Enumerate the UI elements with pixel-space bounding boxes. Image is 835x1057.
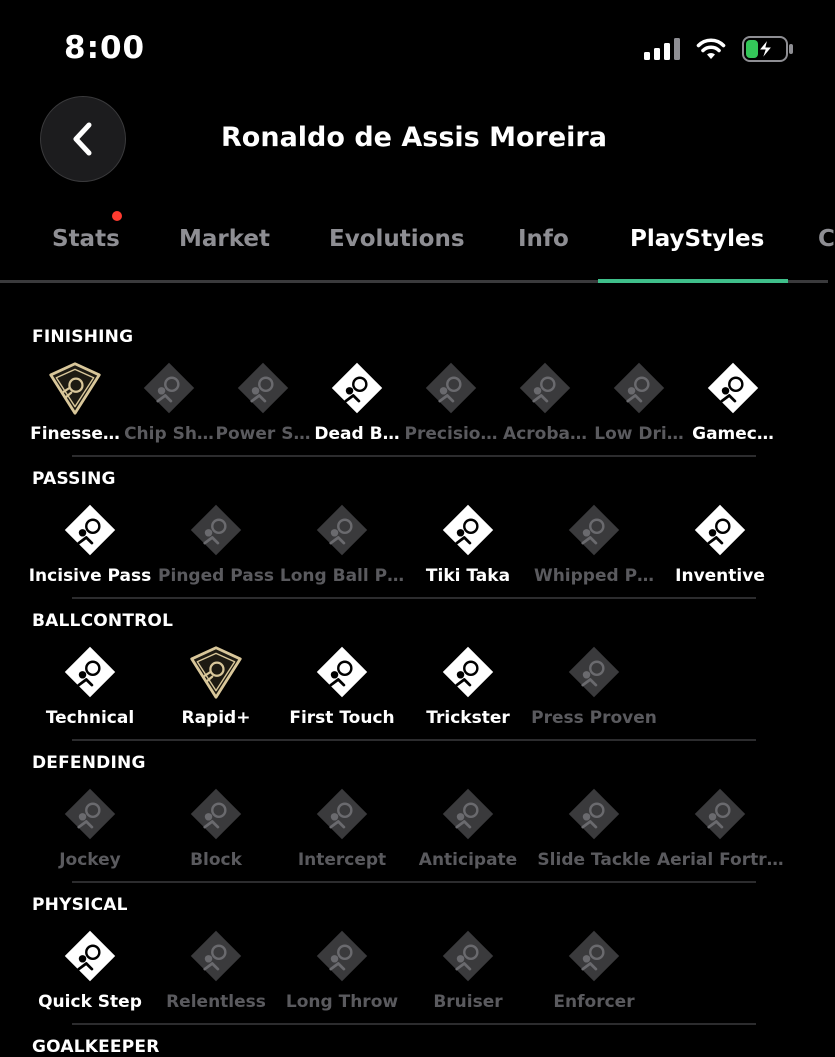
relentless-icon xyxy=(188,928,244,984)
playstyle-label: Precisio… xyxy=(404,424,498,444)
playstyle-label: Press Proven xyxy=(531,708,657,728)
playstyle-long-ball-pass[interactable] xyxy=(279,502,405,586)
playstyle-label: Rapid+ xyxy=(181,708,251,728)
trickster-icon xyxy=(440,644,496,700)
playstyle-label: Slide Tackle xyxy=(537,850,651,870)
power-shot-icon xyxy=(235,360,291,416)
jockey-icon xyxy=(62,786,118,842)
tab-partial[interactable]: C xyxy=(818,226,835,252)
incisive-pass-icon xyxy=(62,502,118,558)
playstyle-aerial-fortress[interactable] xyxy=(657,786,783,870)
playstyle-label: Gamec… xyxy=(692,424,774,444)
long-ball-pass-icon xyxy=(314,502,370,558)
signal-icon xyxy=(644,38,680,60)
playstyle-tiki-taka[interactable] xyxy=(405,502,531,586)
status-time: 8:00 xyxy=(64,30,146,66)
gamechanger-icon xyxy=(705,360,761,416)
section-title-physical: PHYSICAL xyxy=(32,895,128,915)
playstyle-first-touch[interactable] xyxy=(279,644,405,728)
bruiser-icon xyxy=(440,928,496,984)
section-title-ballcontrol: BALLCONTROL xyxy=(32,611,174,631)
status-icons xyxy=(644,36,794,62)
section-divider xyxy=(72,597,756,599)
playstyle-label: Dead B… xyxy=(314,424,400,444)
technical-icon xyxy=(62,644,118,700)
playstyle-label: Technical xyxy=(45,708,135,728)
playstyle-enforcer[interactable] xyxy=(531,928,657,1012)
playstyle-block[interactable] xyxy=(153,786,279,870)
press-proven-icon xyxy=(566,644,622,700)
playstyle-pinged-pass[interactable] xyxy=(153,502,279,586)
intercept-icon xyxy=(314,786,370,842)
playstyle-long-throw[interactable] xyxy=(279,928,405,1012)
acrobatic-icon xyxy=(517,360,573,416)
playstyle-jockey[interactable] xyxy=(27,786,153,870)
playstyle-technical[interactable] xyxy=(27,644,153,728)
playstyle-intercept[interactable] xyxy=(279,786,405,870)
notification-dot xyxy=(112,211,122,221)
section-divider xyxy=(72,739,756,741)
playstyle-label: Finesse… xyxy=(30,424,120,444)
playstyle-label: Acroba… xyxy=(503,424,587,444)
playstyle-label: Enforcer xyxy=(553,992,635,1012)
playstyle-relentless[interactable] xyxy=(153,928,279,1012)
section-divider xyxy=(72,881,756,883)
long-throw-icon xyxy=(314,928,370,984)
rapid-icon xyxy=(188,644,244,700)
playstyle-label: Long Throw xyxy=(285,992,399,1012)
playstyle-label: Bruiser xyxy=(433,992,503,1012)
first-touch-icon xyxy=(314,644,370,700)
playstyle-label: Trickster xyxy=(426,708,510,728)
tiki-taka-icon xyxy=(440,502,496,558)
playstyle-quick-step[interactable] xyxy=(27,928,153,1012)
section-divider xyxy=(72,455,756,457)
playstyle-label: Jockey xyxy=(59,850,121,870)
playstyle-label: Incisive Pass xyxy=(28,566,152,586)
section-title-passing: PASSING xyxy=(32,469,116,489)
playstyle-label: Anticipate xyxy=(418,850,518,870)
tab-playstyles[interactable]: PlayStyles xyxy=(630,226,765,252)
section-title-finishing: FINISHING xyxy=(32,327,134,347)
tab-market[interactable]: Market xyxy=(179,226,271,252)
wifi-icon xyxy=(696,38,726,60)
playstyle-label: Block xyxy=(190,850,242,870)
playstyle-label: Intercept xyxy=(297,850,387,870)
aerial-fortress-icon xyxy=(692,786,748,842)
active-tab-indicator xyxy=(598,279,788,283)
playstyle-rapid[interactable] xyxy=(153,644,279,728)
playstyle-label: Relentless xyxy=(166,992,266,1012)
playstyle-label: Aerial Fortr… xyxy=(657,850,784,870)
playstyle-whipped-pass[interactable] xyxy=(531,502,657,586)
pinged-pass-icon xyxy=(188,502,244,558)
playstyle-label: Tiki Taka xyxy=(425,566,511,586)
playstyle-label: Pinged Pass xyxy=(158,566,274,586)
playstyle-label: Quick Step xyxy=(38,992,142,1012)
playstyle-label: Chip Sh… xyxy=(124,424,214,444)
playstyle-label: Low Dri… xyxy=(594,424,684,444)
page-title: Ronaldo de Assis Moreira xyxy=(221,122,607,153)
section-title-defending: DEFENDING xyxy=(32,753,146,773)
enforcer-icon xyxy=(566,928,622,984)
playstyle-gamechanger[interactable] xyxy=(670,360,796,444)
finesse-shot-icon xyxy=(47,360,103,416)
playstyle-inventive[interactable] xyxy=(657,502,783,586)
section-title-goalkeeper: GOALKEEPER xyxy=(32,1037,160,1057)
playstyle-label: Inventive xyxy=(675,566,765,586)
playstyle-label: Power S… xyxy=(215,424,311,444)
tab-stats[interactable]: Stats xyxy=(52,226,120,252)
inventive-icon xyxy=(692,502,748,558)
dead-ball-icon xyxy=(329,360,385,416)
tab-evolutions[interactable]: Evolutions xyxy=(329,226,465,252)
playstyle-label: Long Ball P… xyxy=(279,566,405,586)
tab-info[interactable]: Info xyxy=(518,226,569,252)
status-bar xyxy=(0,0,828,96)
battery-charging-icon xyxy=(742,36,794,62)
anticipate-icon xyxy=(440,786,496,842)
playstyle-slide-tackle[interactable] xyxy=(531,786,657,870)
section-divider xyxy=(72,1023,756,1025)
playstyle-label: Whipped P… xyxy=(533,566,655,586)
whipped-pass-icon xyxy=(566,502,622,558)
slide-tackle-icon xyxy=(566,786,622,842)
block-icon xyxy=(188,786,244,842)
quick-step-icon xyxy=(62,928,118,984)
chip-shot-icon xyxy=(141,360,197,416)
tab-bar xyxy=(0,210,835,284)
playstyle-incisive-pass[interactable] xyxy=(27,502,153,586)
playstyle-press-proven[interactable] xyxy=(531,644,657,728)
precision-header-icon xyxy=(423,360,479,416)
low-driven-shot-icon xyxy=(611,360,667,416)
playstyle-bruiser[interactable] xyxy=(405,928,531,1012)
playstyle-anticipate[interactable] xyxy=(405,786,531,870)
playstyle-trickster[interactable] xyxy=(405,644,531,728)
playstyle-label: First Touch xyxy=(289,708,395,728)
